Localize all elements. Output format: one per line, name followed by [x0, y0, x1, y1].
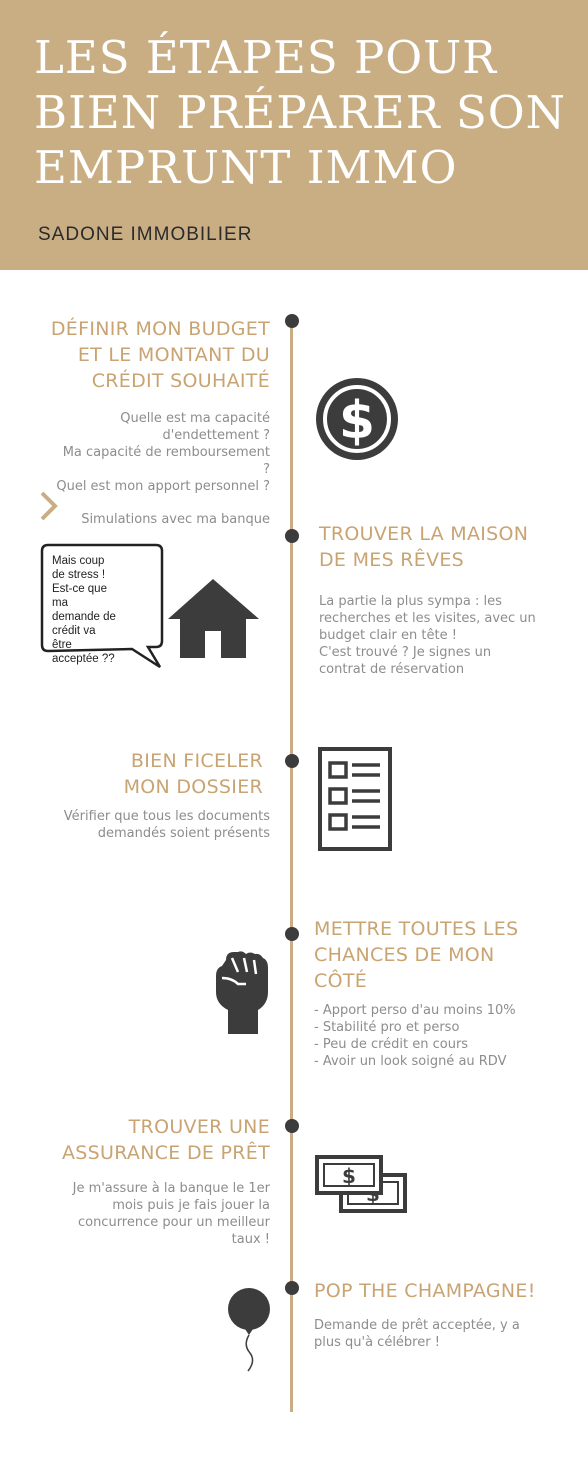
step-body-line: - Avoir un look soigné au RDV: [314, 1054, 507, 1069]
title-line: BIEN PRÉPARER SON: [34, 86, 567, 139]
balloon-icon: [226, 1287, 272, 1373]
title-line: LES ÉTAPES POUR: [34, 31, 498, 84]
step-body-line: d'endettement ?: [162, 428, 270, 443]
bubble-line: demande de: [52, 611, 116, 623]
step-body-line: Vérifier que tous les documents: [63, 809, 270, 824]
page-title: [34, 30, 574, 195]
step-title-line: MON DOSSIER: [123, 776, 263, 798]
bubble-line: Est-ce que: [52, 583, 107, 595]
timeline-dot: [285, 927, 299, 941]
document-checklist-icon: [318, 747, 392, 851]
timeline-line: [290, 322, 293, 1412]
step-title-line: DE MES RÊVES: [319, 549, 465, 571]
svg-text:$: $: [338, 391, 376, 451]
step-1-title: [20, 316, 270, 394]
bubble-line: de stress !: [52, 569, 106, 581]
step-body-line: - Peu de crédit en cours: [314, 1037, 469, 1052]
title-line: EMPRUNT IMMO: [34, 141, 458, 194]
step-4-title: [314, 916, 580, 994]
timeline-dot: [285, 754, 299, 768]
step-title-line: CHANCES DE MON: [314, 944, 495, 966]
timeline-dot: [285, 1281, 299, 1295]
header-banner: [0, 0, 588, 270]
step-body-line: C'est trouvé ? Je signes un: [319, 645, 492, 660]
bubble-line: Mais coup: [52, 555, 105, 567]
step-4-body: [314, 1002, 580, 1070]
bubble-line: être: [52, 639, 72, 651]
step-body-line: Demande de prêt acceptée, y a: [314, 1318, 520, 1333]
step-title-line: TROUVER LA MAISON: [319, 523, 529, 545]
step-title-line: METTRE TOUTES LES: [314, 918, 519, 940]
step-body-line: - Apport perso d'au moins 10%: [314, 1003, 516, 1018]
step-5-body: [20, 1180, 270, 1248]
step-body-line: Ma capacité de remboursement: [62, 445, 270, 460]
step-title-line: DÉFINIR MON BUDGET: [50, 318, 270, 340]
step-body-line: - Stabilité pro et perso: [314, 1020, 460, 1035]
step-body-line: Quelle est ma capacité: [120, 411, 270, 426]
fist-icon: [212, 948, 270, 1036]
step-title-line: BIEN FICELER: [130, 750, 263, 772]
step-body-line: taux !: [231, 1232, 270, 1247]
step-body-line: Je m'assure à la banque le 1er: [72, 1181, 270, 1196]
timeline-dot: [285, 314, 299, 328]
step-title-line: TROUVER UNE: [128, 1116, 270, 1138]
dollar-coin-icon: [314, 376, 400, 462]
step-3-body: [20, 808, 270, 842]
step-3-title: [20, 748, 263, 800]
bubble-line: ma: [52, 597, 68, 609]
bubble-line: crédit va: [52, 625, 96, 637]
timeline-dot: [285, 529, 299, 543]
bubble-line: acceptée ??: [52, 653, 115, 665]
step-5-title: [20, 1114, 270, 1166]
step-title-line: ASSURANCE DE PRÊT: [61, 1142, 270, 1164]
step-6-body: [314, 1317, 554, 1351]
step-2-body: [319, 593, 579, 678]
step-body-line: La partie la plus sympa : les: [319, 594, 502, 609]
step-6-title: [314, 1278, 580, 1304]
step-body-line: contrat de réservation: [319, 662, 465, 677]
step-body-line: demandés soient présents: [97, 826, 270, 841]
step-title-line: CRÉDIT SOUHAITÉ: [91, 370, 270, 392]
company-name: SADONE IMMOBILIER: [38, 224, 253, 245]
step-title-line: ET LE MONTANT DU: [77, 344, 270, 366]
step-body-line: plus qu'à célébrer !: [314, 1335, 440, 1350]
step-body-line: recherches et les visites, avec un: [319, 611, 536, 626]
banknotes-icon: [315, 1155, 409, 1215]
house-icon: [166, 577, 260, 659]
step-body-line: ?: [263, 462, 270, 477]
step-2-title: [319, 521, 579, 573]
svg-text:$: $: [342, 1164, 356, 1188]
step-body-line: concurrence pour un meilleur: [77, 1215, 270, 1230]
step-body-line: budget clair en tête !: [319, 628, 457, 643]
speech-bubble-text: [52, 554, 138, 666]
step-title-line: POP THE CHAMPAGNE!: [314, 1280, 536, 1302]
step-1-note: Simulations avec ma banque: [81, 512, 270, 527]
step-body-line: Quel est mon apport personnel ?: [56, 479, 270, 494]
timeline-dot: [285, 1119, 299, 1133]
step-body-line: mois puis je fais jouer la: [112, 1198, 270, 1213]
chevron-right-icon: [38, 490, 60, 522]
step-title-line: CÔTÉ: [314, 970, 368, 992]
step-1-body: [20, 410, 270, 495]
